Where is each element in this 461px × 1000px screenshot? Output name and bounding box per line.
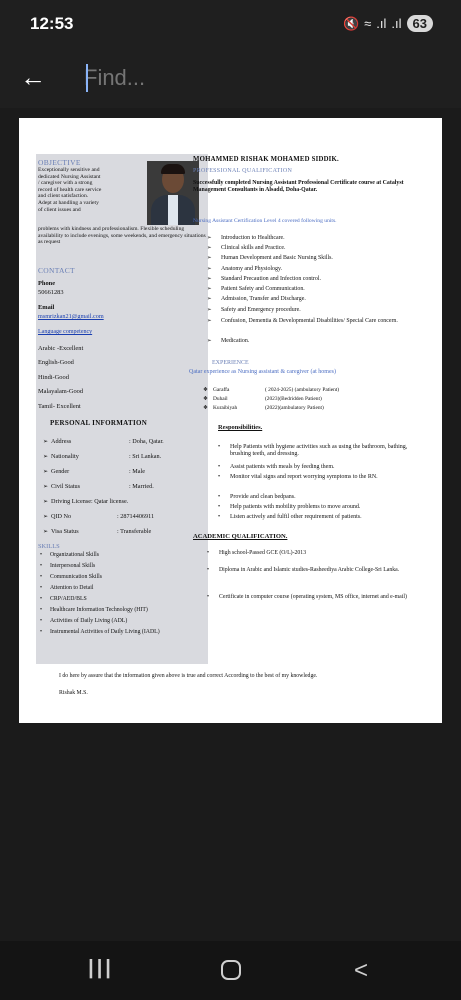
experience-subheading: Qatar experience as Nursing assistant & caregiver (at homes) [189,369,336,375]
wifi-icon: ≈ [364,16,372,31]
unit-item: ➢ Patient Safety and Communication. [207,286,419,293]
personal-row: ➢ QID No : 28714406911 [43,513,155,520]
back-arrow-icon[interactable]: ← [20,62,46,92]
contact-heading: CONTACT [38,266,75,275]
unit-item: ➢ Medication. [207,338,419,345]
status-time: 12:53 [30,14,74,33]
responsibility-item: • Monitor vital signs and report worrying symptoms to the RN. [218,474,419,481]
skill-item: • Attention to Detail [50,585,200,592]
skills-heading: SKILLS [38,543,60,550]
skill-item: • Communication Skills [50,574,200,581]
find-bar [0,50,461,108]
phone-label: Phone [38,280,56,287]
unit-item: ➢ Human Development and Basic Nursing Skills. [207,255,419,262]
personal-row: ➢ Address : Doha, Qatar. [43,438,164,445]
phone-value: 50661283 [38,289,64,296]
experience-row: ❖ Duhail (2023)(Bedridden Patient) [203,396,322,402]
language-item: Tamil- Excellent [38,402,81,410]
academic-item: • Diploma in Arabic and Islamic studies-Rasheediya Arabic College-Sri Lanka. [207,567,412,574]
personal-row: ➢ Civil Status : Married. [43,483,154,490]
objective-text: Exceptionally sensitive and dedicated Nursing Assistant / caregiver with a strong record of health care service and client satisfaction. Adept at handling a variety of client issues and [38,167,102,213]
skill-item: • Healthcare Information Technology (HIT) [50,607,200,614]
find-input[interactable] [84,60,424,96]
unit-item: ➢ Anatomy and Physiology. [207,266,419,273]
experience-heading: EXPERIENCE [212,360,249,366]
academic-item: • Certificate in computer course (operating system, MS office, internet and e-mail) [207,594,412,601]
unit-item: ➢ Clinical skills and Practice. [207,245,419,252]
unit-item: ➢ Admission, Transfer and Discharge. [207,296,419,303]
personal-row: ➢ Visa Status : Transferable [43,528,152,535]
responsibility-item: • Assist patients with meals by feeding them. [218,464,419,471]
recents-button[interactable]: ||| [88,957,114,979]
responsibilities-heading: Responsibilities. [218,424,263,431]
skill-item: • Organizational Skills [50,552,200,559]
language-item: Malayalam-Good [38,388,84,396]
responsibility-item: • Listen actively and fulfil other requirement of patients. [218,514,419,521]
email-link[interactable]: msmrizkan21@gmail.com [38,313,104,320]
qualification-text: Successfully completed Nursing Assistant Professional Certificate course at Catalyst Management Consultants in Alsadd, Doha-Qatar. [193,180,404,193]
objective-heading: OBJECTIVE [38,158,81,167]
candidate-name: MOHAMMED RISHAK MOHAMED SIDDIK. [193,156,339,163]
battery-indicator: 63 [407,15,433,32]
personal-row: ➢ Driving License: Qatar license. [43,498,129,505]
certification-text: Nursing Assistant Certification Level 4 covered following units. [193,218,337,224]
skill-item: • Instrumental Activities of Daily Living (IADL) [50,629,200,636]
resume-page [19,118,442,723]
home-icon [221,960,241,980]
status-bar [0,0,461,50]
signal-icon: .ıl [376,16,387,31]
signal-icon: .ıl [391,16,402,31]
status-icons [343,15,433,32]
unit-item: ➢ Confusion, Dementia & Developmental Disabilities/ Special Care concern. [207,318,419,325]
qualification-heading: PROFESSIONAL QUALIFICATION [193,168,293,174]
profile-photo [147,161,199,225]
mute-icon: 🔇 [342,15,360,31]
responsibility-item: • Help patients with mobility problems to move around. [218,504,419,511]
skill-item: • CRP/AED/BLS [50,596,200,603]
language-item: Hindi-Good [38,373,69,381]
skill-item: • Interpersonal Skills [50,563,200,570]
academic-heading: ACADEMIC QUALIFICATION. [193,533,288,540]
responsibility-item: • Help Patients with hygiene activities such as using the bathroom, bathing, brushing teeth, and dressing. [218,444,419,458]
unit-item: ➢ Introduction to Healthcare. [207,235,419,242]
skill-item: • Activities of Daily Living (ADL) [50,618,200,625]
academic-item: • High school-Passed GCE (O/L)-2013 [207,550,412,557]
personal-row: ➢ Nationality : Sri Lankan. [43,453,162,460]
document-viewer[interactable] [0,108,461,941]
signoff-text: Rishak M.S. [59,690,88,696]
experience-row: ❖ Garaffa ( 2024-2025) (ambulatory Patient) [203,387,340,393]
personal-info-heading: PERSONAL INFORMATION [50,419,148,427]
language-item: Arabic -Excellent [38,345,84,352]
responsibility-item: • Provide and clean bedpans. [218,494,419,501]
experience-row: ❖ Kuraibiyah (2022)(ambulatory Patient) [203,405,324,411]
objective-text-continued: problems with kindness and professionalism. Flexible scheduling availability to include evenings, some weekends, and emergency situations as request [38,226,206,246]
personal-row: ➢ Gender : Male [43,468,145,475]
language-item: English-Good [38,359,74,367]
email-label: Email [38,304,55,311]
unit-item: ➢ Standard Precaution and Infection control. [207,276,419,283]
system-nav-bar [0,941,461,1000]
text-cursor [86,64,88,92]
declaration-text: I do here by assure that the information given above is true and correct According to the best of my knowledge. [59,673,318,679]
language-list [38,342,83,414]
back-button[interactable]: < [353,957,368,984]
home-button[interactable] [216,957,246,985]
unit-item: ➢ Safety and Emergency procedure. [207,307,419,314]
language-heading: Language competency [38,329,93,335]
